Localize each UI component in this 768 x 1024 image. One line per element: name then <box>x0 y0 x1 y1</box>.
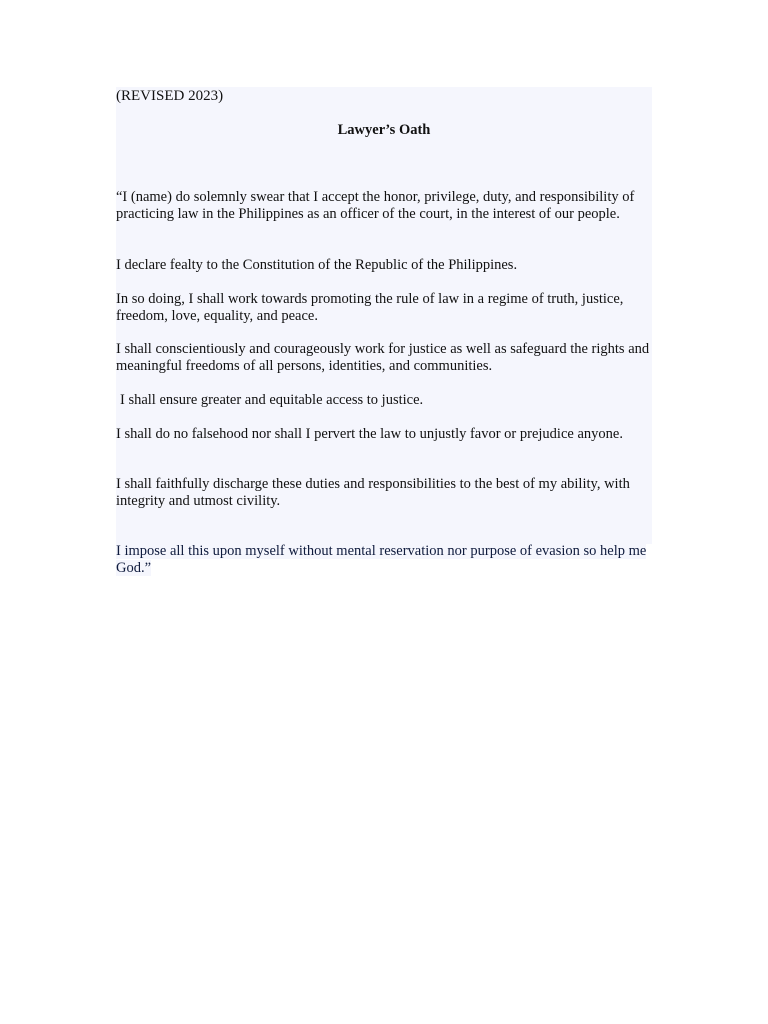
oath-paragraph-6: I shall do no falsehood nor shall I pervert the law to unjustly favor or prejudice anyone. <box>116 426 623 442</box>
document-title: Lawyer’s Oath <box>337 122 431 138</box>
oath-paragraph-3: In so doing, I shall work towards promoting the rule of law in a regime of truth, justice, freedom, love, equality, and peace. <box>116 291 624 324</box>
oath-paragraph-7: I shall faithfully discharge these duties and responsibilities to the best of my ability, with integrity and utmost civility. <box>116 476 630 509</box>
oath-closing-text: I impose all this upon myself without mental reservation nor purpose of evasion so help me God.” <box>116 543 647 576</box>
oath-paragraph-1: “I (name) do solemnly swear that I accept the honor, privilege, duty, and responsibility of practicing law in the Philippines as an officer of the court, in the interest of our people. <box>116 189 635 222</box>
revision-label: (REVISED 2023) <box>116 88 224 104</box>
oath-paragraph-5: I shall ensure greater and equitable access to justice. <box>120 392 424 408</box>
oath-paragraph-4: I shall conscientiously and courageously work for justice as well as safeguard the rights and meaningful freedoms of all persons, identities, and communities. <box>116 341 650 374</box>
oath-closing <box>116 543 656 577</box>
oath-paragraph-2: I declare fealty to the Constitution of the Republic of the Philippines. <box>116 257 518 273</box>
